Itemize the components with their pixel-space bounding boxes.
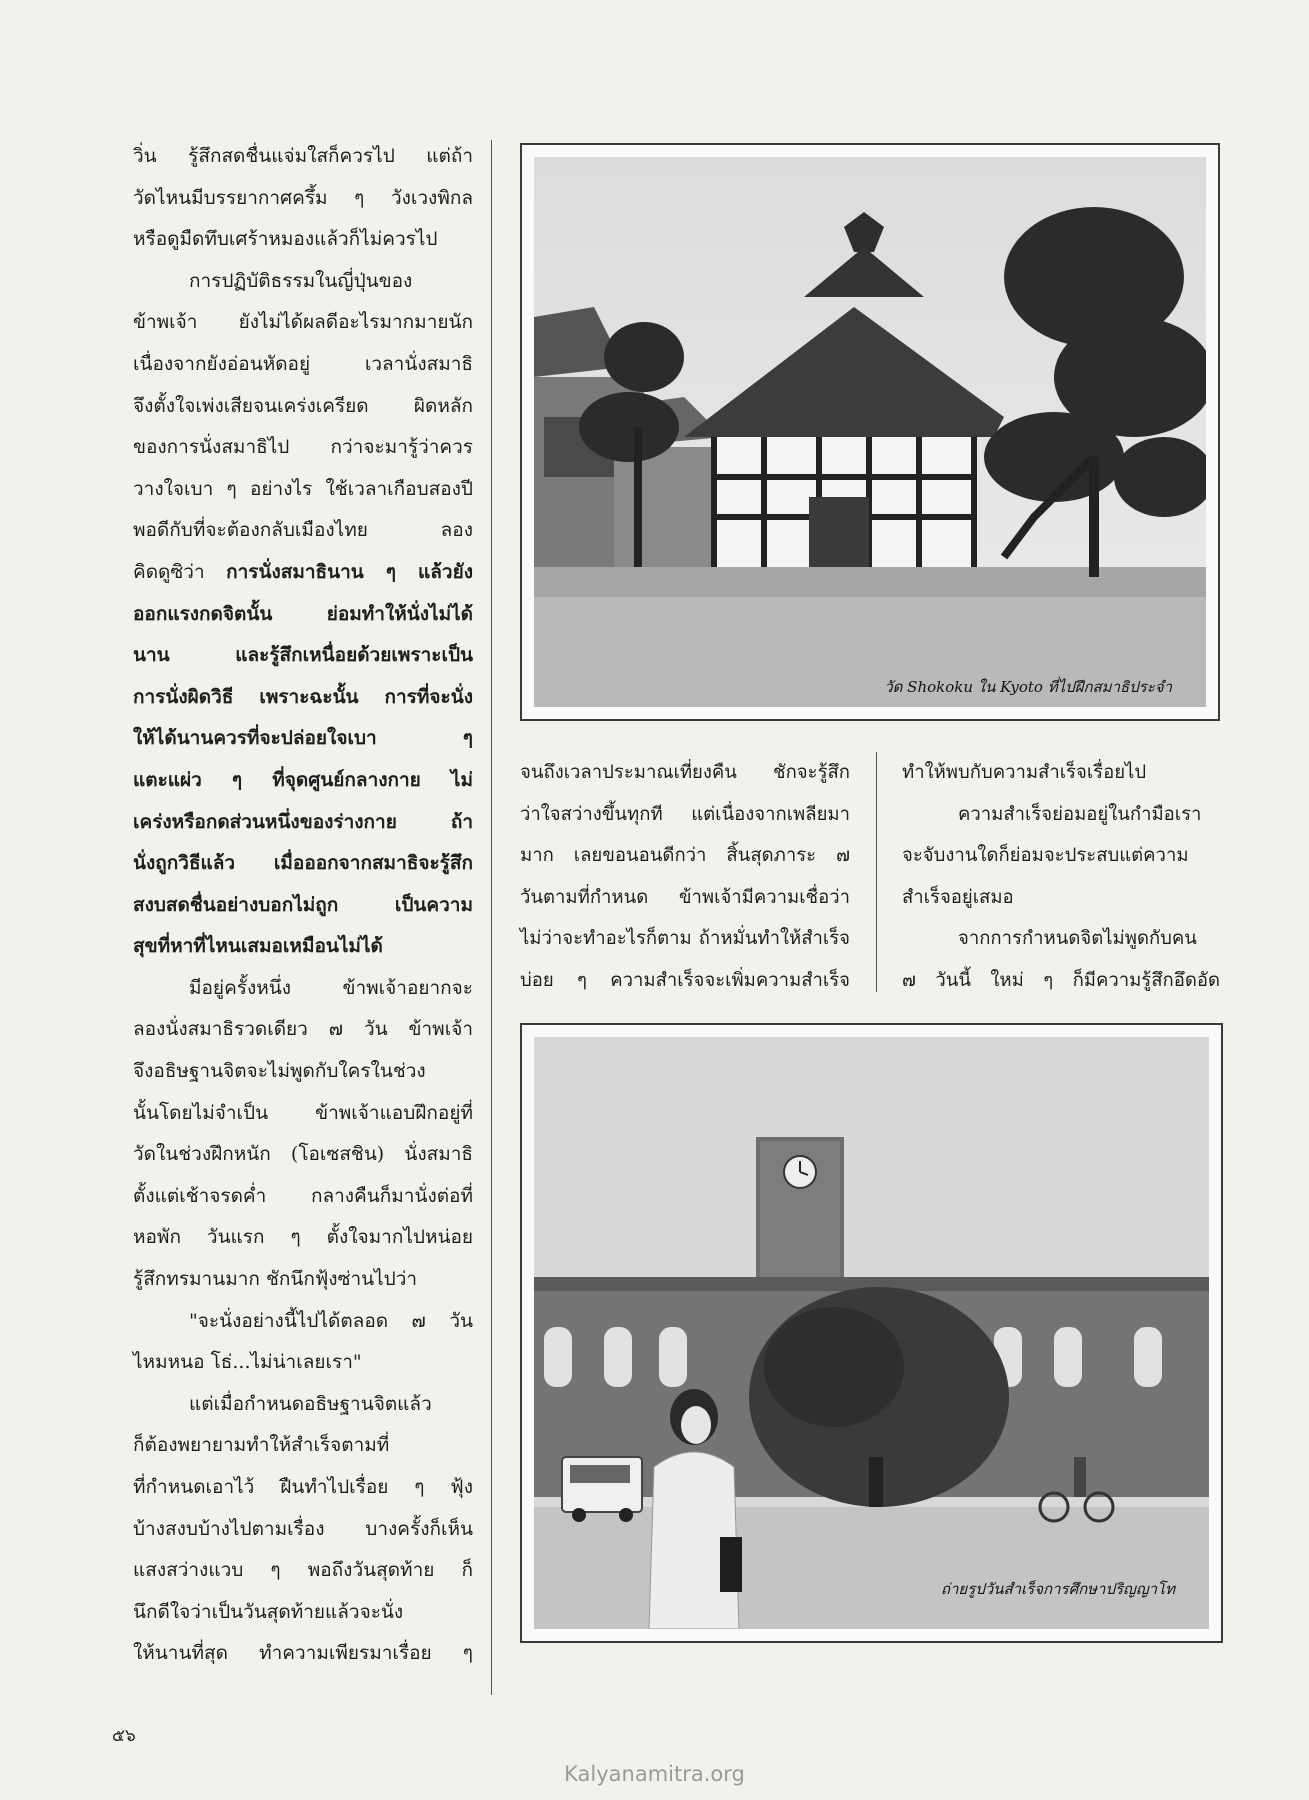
text-line: นึกดีใจว่าเป็นวันสุดท้ายแล้วจะนั่ง <box>133 1600 404 1623</box>
text-line: แต่เมื่อกำหนดอธิษฐานจิตแล้ว <box>189 1392 432 1415</box>
text-line: ๗ วันนี้ ใหม่ ๆ ก็มีความรู้สึกอึดอัด <box>902 969 1220 991</box>
graduation-photo-illustration <box>534 1037 1209 1629</box>
bold-text-segment: การนั่งสมาธินาน ๆ แล้วยัง <box>226 560 473 583</box>
right-text-column <box>902 752 1220 1002</box>
text-line: ลองนั่งสมาธิรวดเดียว ๗ วัน ข้าพเจ้า <box>133 1018 473 1041</box>
text-line: แตะแผ่ว ๆ ที่จุดศูนย์กลางกาย ไม่ <box>133 768 473 791</box>
middle-column-divider <box>876 752 877 992</box>
text-line: จนถึงเวลาประมาณเที่ยงคืน ชักจะรู้สึก <box>520 762 850 783</box>
text-line: วิ่น รู้สึกสดชื่นแจ่มใสก็ควรไป แต่ถ้า <box>133 145 473 167</box>
text-line: มีอยู่ครั้งหนึ่ง ข้าพเจ้าอยากจะ <box>189 976 473 999</box>
column-divider <box>491 140 492 1695</box>
text-line: บ้างสงบบ้างไปตามเรื่อง บางครั้งก็เห็น <box>133 1517 473 1540</box>
text-line: หรือดูมืดทึบเศร้าหมองแล้วก็ไม่ควรไป <box>133 228 438 251</box>
text-line: พอดีกับที่จะต้องกลับเมืองไทย ลอง <box>133 519 473 542</box>
text-line: ทำให้พบกับความสำเร็จเรื่อยไป <box>902 762 1147 783</box>
text-line: ไหมหนอ โธ่...ไม่น่าเลยเรา" <box>133 1351 362 1374</box>
text-line: สุขที่หาที่ไหนเสมอเหมือนไม่ได้ <box>133 935 383 958</box>
text-line: รู้สึกทรมานมาก ชักนึกฟุ้งซ่านไปว่า <box>133 1268 418 1291</box>
text-line: ตั้งแต่เช้าจรดค่ำ กลางคืนก็มานั่งต่อที่ <box>133 1184 473 1207</box>
text-line: จึงตั้งใจเพ่งเสียจนเคร่งเครียด ผิดหลัก <box>133 394 473 417</box>
temple-photo-illustration <box>534 157 1206 707</box>
text-line: วันตามที่กำหนด ข้าพเจ้ามีความเชื่อว่า <box>520 886 850 908</box>
text-line: ให้นานที่สุด ทำความเพียรมาเรื่อย ๆ <box>133 1642 473 1665</box>
temple-photo <box>520 143 1220 721</box>
text-line: เคร่งหรือกดส่วนหนึ่งของร่างกาย ถ้า <box>133 810 473 833</box>
left-text-column <box>133 136 473 1675</box>
text-line: มาก เลยขอนอนดีกว่า สิ้นสุดภาระ ๗ <box>520 845 850 867</box>
text-line: นั้นโดยไม่จำเป็น ข้าพเจ้าแอบฝึกอยู่ที่ <box>133 1101 473 1124</box>
text-line: ของการนั่งสมาธิไป กว่าจะมารู้ว่าควร <box>133 436 473 459</box>
text-segment: คิดดูซิว่า <box>133 560 227 583</box>
text-line: ข้าพเจ้า ยังไม่ได้ผลดีอะไรมากมายนัก <box>133 311 473 334</box>
text-line: วัดในช่วงฝึกหนัก (โอเซสชิน) นั่งสมาธิ <box>133 1143 473 1166</box>
text-line: วางใจเบา ๆ อย่างไร ใช้เวลาเกือบสองปี <box>133 477 473 500</box>
text-line <box>133 552 473 594</box>
graduation-photo-caption: ถ่ายรูปวันสำเร็จการศึกษาปริญญาโท <box>940 1580 1175 1598</box>
text-line: หอพัก วันแรก ๆ ตั้งใจมากไปหน่อย <box>133 1226 473 1249</box>
text-line: "จะนั่งอย่างนี้ไปได้ตลอด ๗ วัน <box>189 1309 473 1332</box>
page-number: ๕๖ <box>112 1726 136 1746</box>
text-line: วัดไหนมีบรรยากาศครึ้ม ๆ วังเวงพิกล <box>133 186 473 209</box>
text-line: สำเร็จอยู่เสมอ <box>902 886 1014 908</box>
text-line: จากการกำหนดจิตไม่พูดกับคน <box>958 928 1197 950</box>
temple-photo-caption: วัด Shokoku ใน Kyoto ที่ไปฝึกสมาธิประจำ <box>884 678 1172 696</box>
text-line: แสงสว่างแวบ ๆ พอถึงวันสุดท้าย ก็ <box>133 1559 473 1582</box>
text-line: การปฏิบัติธรรมในญี่ปุ่นของ <box>189 269 413 292</box>
text-line: จึงอธิษฐานจิตจะไม่พูดกับใครในช่วง <box>133 1060 426 1083</box>
text-line: ความสำเร็จย่อมอยู่ในกำมือเรา <box>958 803 1202 825</box>
text-line: นั่งถูกวิธีแล้ว เมื่อออกจากสมาธิจะรู้สึก <box>133 852 473 875</box>
text-line: ให้ได้นานควรที่จะปล่อยใจเบา ๆ <box>133 727 473 750</box>
text-line: ก็ต้องพยายามทำให้สำเร็จตามที่ <box>133 1434 390 1457</box>
middle-text-column <box>520 752 850 1002</box>
graduation-photo <box>520 1023 1223 1643</box>
text-line: ที่กำหนดเอาไว้ ฝืนทำไปเรื่อย ๆ ฟุ้ง <box>133 1476 473 1498</box>
text-line: ออกแรงกดจิตนั้น ย่อมทำให้นั่งไม่ได้ <box>133 602 473 625</box>
text-line: เนื่องจากยังอ่อนหัดอยู่ เวลานั่งสมาธิ <box>133 352 473 375</box>
text-line: จะจับงานใดก็ย่อมจะประสบแต่ความ <box>902 845 1189 867</box>
text-line: ไม่ว่าจะทำอะไรก็ตาม ถ้าหมั่นทำให้สำเร็จ <box>520 928 850 950</box>
text-line: ว่าใจสว่างขึ้นทุกที แต่เนื่องจากเพลียมา <box>520 803 850 825</box>
text-line: การนั่งผิดวิธี เพราะฉะนั้น การที่จะนั่ง <box>133 685 473 708</box>
footer-watermark: Kalyanamitra.org <box>564 1762 745 1786</box>
text-line: สงบสดชื่นอย่างบอกไม่ถูก เป็นความ <box>133 893 473 916</box>
text-line: นาน และรู้สึกเหนื่อยด้วยเพราะเป็น <box>133 644 473 667</box>
text-line: บ่อย ๆ ความสำเร็จจะเพิ่มความสำเร็จ <box>520 969 850 991</box>
